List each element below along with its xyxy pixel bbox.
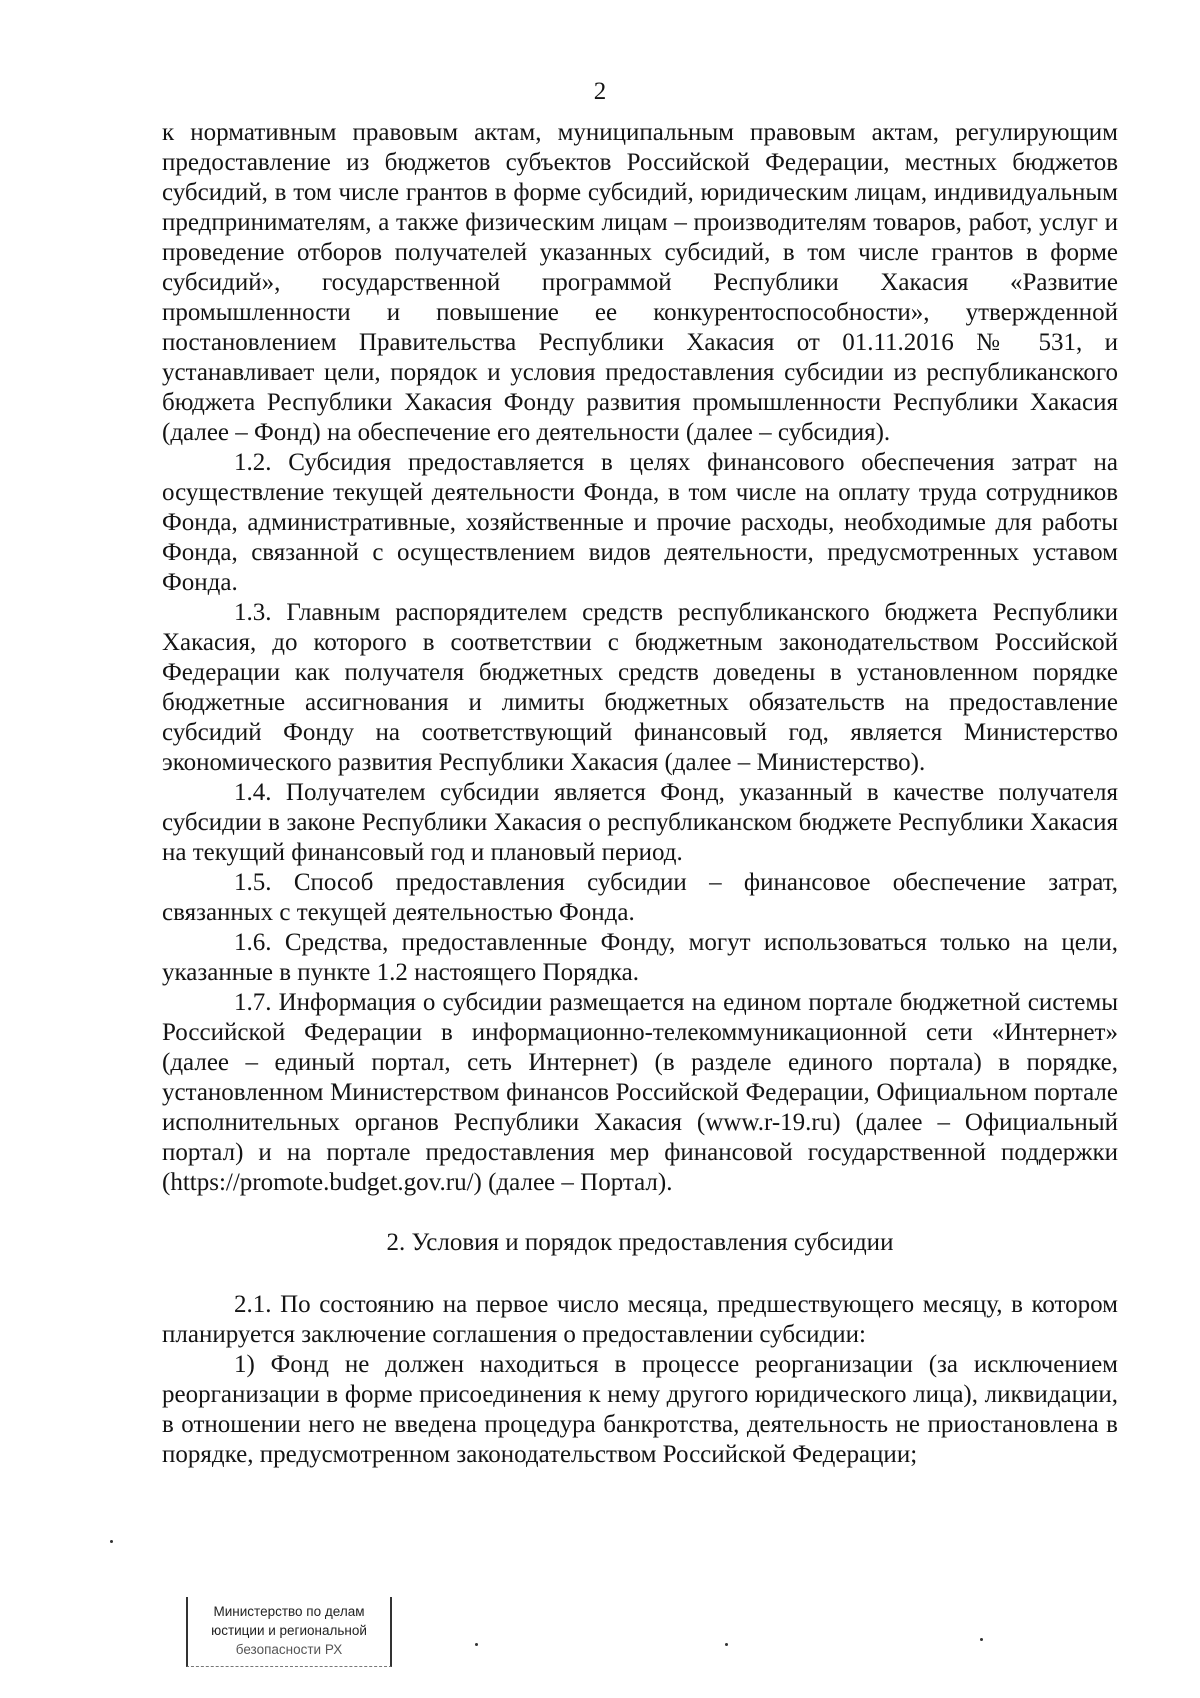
paragraph-2-1-item-1: 1) Фонд не должен находиться в процессе реорганизации (за исключением реорганизации в форме присоединения к нему другого юридического лица), ликвидации, в отношении него не введена процедура банкротства, деятельность не приостановлена в порядке, предусмотренном законодательством Российской Федерации;: [162, 1351, 1118, 1468]
paragraph-1-4: 1.4. Получателем субсидии является Фонд, указанный в качестве получателя субсидии в законе Республики Хакасия о республиканском бюджете Республики Хакасия на текущий финансовый год и плановый период.: [162, 779, 1118, 866]
page-number: 2: [593, 78, 607, 105]
scan-speck: [725, 1643, 728, 1646]
paragraph-1-7: 1.7. Информация о субсидии размещается на едином портале бюджетной системы Российской Федерации в информационно-телекоммуникационной сети «Интернет» (далее – единый портал, сеть Интернет) (в разделе единого портала) в порядке, установленном Министерством финансов Российской Федерации, Официальном портале исполнительных органов Республики Хакасия (www.r-19.ru) (далее – Официальный портал) и на портале предоставления мер финансовой государственной поддержки (https://promote.budget.gov.ru/) (далее – Портал).: [162, 989, 1118, 1196]
stamp-line-3: безопасности РХ: [235, 1642, 343, 1657]
paragraph-intro-continuation: к нормативным правовым актам, муниципальным правовым актам, регулирующим предоставление из бюджетов субъектов Российской Федерации, местных бюджетов субсидий, в том числе грантов в форме субсидий, юридическим лицам, индивидуальным предпринимателям, а также физическим лицам – производителям товаров, работ, услуг и проведение отборов получателей указанных субсидий, в том числе грантов в форме субсидий», государственной программой Республики Хакасия «Развитие промышленности и повышение ее конкурентоспособности», утвержденной постановлением Правительства Республики Хакасия от 01.11.2016 № 531, и устанавливает цели, порядок и условия предоставления субсидии из республиканского бюджета Республики Хакасия Фонду развития промышленности Республики Хакасия (далее – Фонд) на обеспечение его деятельности (далее – субсидия).: [162, 119, 1118, 446]
paragraph-1-6: 1.6. Средства, предоставленные Фонду, могут использоваться только на цели, указанные в пункте 1.2 настоящего Порядка.: [162, 929, 1118, 986]
paragraph-1-5: 1.5. Способ предоставления субсидии – финансовое обеспечение затрат, связанных с текущей деятельностью Фонда.: [162, 869, 1118, 926]
stamp-line-2: юстиции и региональной: [211, 1623, 367, 1638]
scan-speck: [980, 1638, 983, 1641]
scan-speck: [110, 1540, 113, 1543]
registration-stamp: [186, 1597, 392, 1667]
paragraph-2-1: 2.1. По состоянию на первое число месяца, предшествующего месяцу, в котором планируется заключение соглашения о предоставлении субсидии:: [162, 1291, 1118, 1348]
section-heading: 2. Условия и порядок предоставления субсидии: [386, 1229, 894, 1256]
paragraph-1-2: 1.2. Субсидия предоставляется в целях финансового обеспечения затрат на осуществление текущей деятельности Фонда, в том числе на оплату труда сотрудников Фонда, административные, хозяйственные и прочие расходы, необходимые для работы Фонда, связанной с осуществлением видов деятельности, предусмотренных уставом Фонда.: [162, 449, 1118, 596]
document-body: [162, 118, 1118, 1470]
scan-speck: [475, 1643, 478, 1646]
paragraph-1-3: 1.3. Главным распорядителем средств республиканского бюджета Республики Хакасия, до которого в соответствии с бюджетным законодательством Российской Федерации как получателя бюджетных средств доведены в установленном порядке бюджетные ассигнования и лимиты бюджетных обязательств на предоставление субсидий Фонду на соответствующий финансовый год, является Министерство экономического развития Республики Хакасия (далее – Министерство).: [162, 599, 1118, 776]
stamp-line-1: Министерство по делам: [213, 1604, 365, 1619]
